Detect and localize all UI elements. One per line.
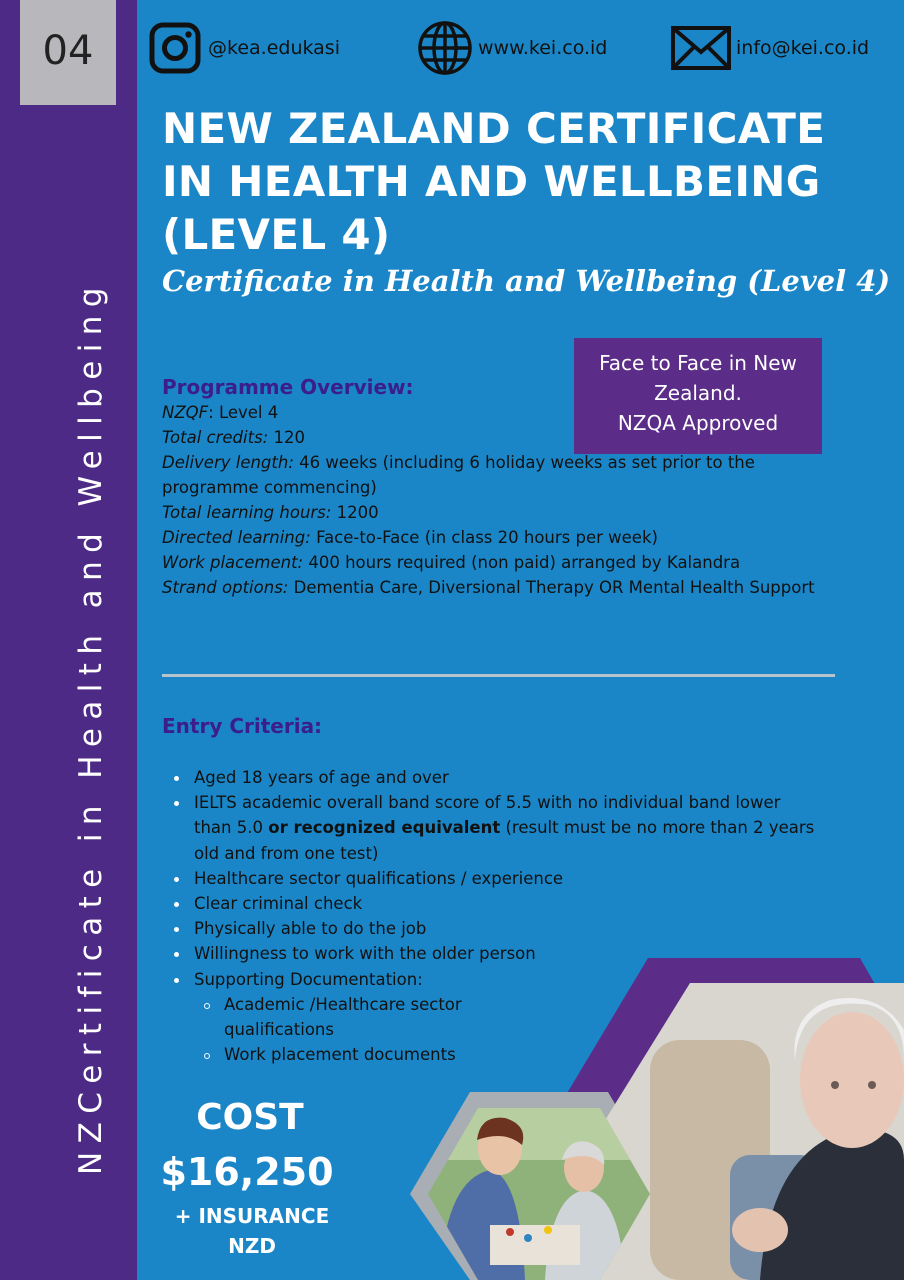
overview-value: Face-to-Face (in class 20 hours per week) bbox=[316, 528, 658, 547]
title-line: (LEVEL 4) bbox=[162, 210, 391, 259]
website-contact[interactable] bbox=[416, 18, 607, 78]
entry-heading: Entry Criteria: bbox=[162, 714, 323, 738]
section-divider bbox=[162, 674, 835, 677]
overview-label: Strand options: bbox=[162, 578, 289, 597]
vertical-title: NZCertificate in Health and Wellbeing bbox=[73, 279, 109, 1175]
overview-label: NZQF bbox=[162, 403, 209, 422]
sub-list-item: Work placement documents bbox=[172, 1042, 532, 1067]
overview-value: 1200 bbox=[336, 503, 379, 522]
list-item: Supporting Documentation: bbox=[172, 967, 822, 992]
instagram-icon bbox=[146, 19, 204, 77]
approval-line: Face to Face in New bbox=[599, 351, 797, 375]
overview-value: Dementia Care, Diversional Therapy OR Mental Health Support bbox=[293, 578, 815, 597]
email-address: info@kei.co.id bbox=[736, 37, 870, 59]
overview-row bbox=[162, 425, 837, 450]
sub-list-item: Academic /Healthcare sector qualifications bbox=[172, 992, 532, 1042]
overview-value: 120 bbox=[273, 428, 305, 447]
overview-heading: Programme Overview: bbox=[162, 375, 414, 399]
title-line: IN HEALTH AND WELLBEING bbox=[162, 157, 821, 206]
page-title bbox=[162, 102, 862, 261]
cost-amount: $16,250 bbox=[160, 1150, 334, 1194]
sidebar bbox=[0, 0, 137, 1280]
overview-label: Total credits: bbox=[162, 428, 269, 447]
email-contact[interactable] bbox=[670, 18, 869, 78]
overview-value: 46 weeks (including 6 holiday weeks as set prior to the programme commencing) bbox=[162, 453, 755, 497]
globe-icon bbox=[416, 19, 474, 77]
overview-label: Directed learning: bbox=[162, 528, 311, 547]
overview-row bbox=[162, 550, 837, 575]
overview-row bbox=[162, 500, 837, 525]
instagram-handle: @kea.edukasi bbox=[208, 37, 340, 59]
overview-separator: : bbox=[208, 403, 219, 422]
list-item: Clear criminal check bbox=[172, 891, 822, 916]
overview-row bbox=[162, 400, 837, 425]
page-subtitle: Certificate in Health and Wellbeing (Level 4) bbox=[162, 264, 891, 298]
caregiver-photo bbox=[420, 1100, 660, 1280]
list-item: Aged 18 years of age and over bbox=[172, 765, 822, 790]
overview-row bbox=[162, 450, 837, 500]
approval-line: Zealand. bbox=[654, 381, 742, 405]
instagram-contact[interactable] bbox=[146, 18, 340, 78]
overview-label: Total learning hours: bbox=[162, 503, 332, 522]
overview-value: Level 4 bbox=[218, 403, 279, 422]
overview-label: Delivery length: bbox=[162, 453, 294, 472]
overview-value: 400 hours required (non paid) arranged by Kalandra bbox=[308, 553, 741, 572]
ielts-note: (result must be no more than 2 years old and from one test) bbox=[194, 818, 815, 863]
list-item: Willingness to work with the older person bbox=[172, 941, 822, 966]
ielts-equivalent: or recognized equivalent bbox=[268, 818, 501, 838]
mail-icon bbox=[670, 19, 732, 77]
overview-row bbox=[162, 525, 837, 550]
overview-label: Work placement: bbox=[162, 553, 304, 572]
insurance-note: + INSURANCE bbox=[174, 1204, 330, 1228]
list-item: Physically able to do the job bbox=[172, 916, 822, 941]
grey-hexagon-frame bbox=[410, 1092, 668, 1280]
entry-criteria-list bbox=[172, 765, 822, 1067]
list-item bbox=[172, 790, 822, 866]
website-url: www.kei.co.id bbox=[478, 37, 608, 59]
overview-row bbox=[162, 575, 837, 600]
currency-label: NZD bbox=[228, 1234, 276, 1258]
overview-list bbox=[162, 400, 837, 600]
cost-label: COST bbox=[196, 1097, 304, 1138]
ielts-text: IELTS academic overall band score of 5.5 with no individual band lower than 5.0 bbox=[194, 793, 781, 838]
approval-line: NZQA Approved bbox=[617, 411, 779, 435]
page-number-badge: 04 bbox=[20, 0, 116, 105]
title-line: NEW ZEALAND CERTIFICATE bbox=[162, 104, 826, 153]
list-item: Healthcare sector qualifications / experience bbox=[172, 866, 822, 891]
